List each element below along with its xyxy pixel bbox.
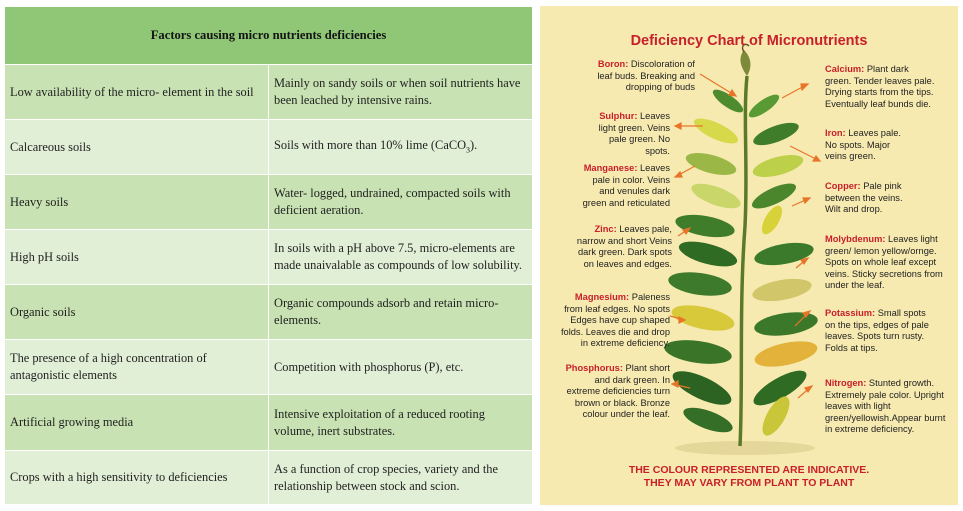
- potassium-name: Potassium:: [825, 308, 876, 318]
- deficiency-factors-table: [4, 6, 533, 506]
- potassium-text: Small spots on the tips, edges of pale leaves. Spots turn rusty. Folds at tips.: [825, 308, 929, 353]
- table-row: [5, 340, 533, 395]
- factor-cell: Heavy soils: [5, 175, 269, 230]
- manganese-text: Leaves pale in color. Veins and venules dark green and reticulated: [582, 163, 670, 208]
- factor-cell: High pH soils: [5, 230, 269, 285]
- factor-cell: The presence of a high concentration of antagonistic elements: [5, 340, 269, 395]
- description-cell: Competition with phosphorus (P), etc.: [269, 340, 533, 395]
- chart-title: Deficiency Chart of Micronutrients: [630, 33, 868, 49]
- table-row: [5, 395, 533, 451]
- boron-name: Boron:: [597, 59, 629, 69]
- table-row: [5, 175, 533, 230]
- phosphorus-text: Plant short and dark green. In extreme deficiencies turn brown or black. Bronze colour under the leaf.: [566, 363, 670, 420]
- iron-name: Iron:: [825, 128, 846, 138]
- disclaimer-line-2: THEY MAY VARY FROM PLANT TO PLANT: [643, 476, 855, 489]
- subscript: 3: [466, 145, 471, 155]
- description-cell: Water- logged, undrained, compacted soils with deficient aeration.: [269, 175, 533, 230]
- nitrogen-label: [825, 378, 947, 436]
- deficiency-chart: [540, 6, 958, 505]
- iron-label: [825, 128, 907, 163]
- factors-table: [4, 6, 533, 505]
- description-cell: Mainly on sandy soils or when soil nutrients have been leached by intensive rains.: [269, 65, 533, 120]
- molybdenum-label: [825, 234, 943, 292]
- molybdenum-text: Leaves light green/ lemon yellow/ornge. Spots on whole leaf except veins. Sticky secretions from under the leaf.: [825, 234, 943, 291]
- calcium-label: [825, 64, 937, 110]
- boron-label: [595, 59, 695, 94]
- description-cell: Intensive exploitation of a reduced rooting volume, inert substrates.: [269, 395, 533, 451]
- nitrogen-text: Stunted growth. Extremely pale color. Upright leaves with light green/yellowish.Appear burnt in extreme deficiency.: [825, 378, 946, 435]
- description-cell: Organic compounds adsorb and retain micro- elements.: [269, 285, 533, 340]
- description-cell: In soils with a pH above 7.5, micro-elements are made unaivalable as compounds of low solubility.: [269, 230, 533, 285]
- magnesium-name: Magnesium:: [574, 292, 630, 302]
- phosphorus-name: Phosphorus:: [565, 363, 623, 373]
- boron-text: Discoloration of leaf buds. Breaking and dropping of buds: [597, 59, 695, 93]
- description-text-end: ).: [470, 138, 478, 153]
- table-row: [5, 451, 533, 505]
- nitrogen-name: Nitrogen:: [825, 378, 867, 388]
- manganese-label: [578, 163, 670, 209]
- table-row: [5, 65, 533, 120]
- description-cell: As a function of crop species, variety and the relationship between stock and scion.: [269, 451, 533, 505]
- factor-cell: Crops with a high sensitivity to deficiencies: [5, 451, 269, 505]
- potassium-label: [825, 308, 935, 354]
- calcium-name: Calcium:: [825, 64, 865, 74]
- sulphur-label: [588, 111, 670, 157]
- zinc-label: [574, 224, 672, 270]
- zinc-text: Leaves pale, narrow and short Veins dark green. Dark spots on leaves and edges.: [576, 224, 672, 269]
- iron-text: Leaves pale. No spots. Major veins green.: [825, 128, 901, 162]
- copper-name: Copper:: [825, 181, 861, 191]
- calcium-text: Plant dark green. Tender leaves pale. Drying starts from the tips. Eventually leaf bunds die.: [825, 64, 935, 109]
- copper-text: Pale pink between the veins. Wilt and drop.: [825, 181, 903, 215]
- magnesium-label: [560, 292, 670, 350]
- table-title: Factors causing micro nutrients deficiencies: [5, 7, 533, 65]
- sulphur-name: Sulphur:: [599, 111, 638, 121]
- table-row: [5, 285, 533, 340]
- table-row: [5, 230, 533, 285]
- magnesium-text: Paleness from leaf edges. No spots Edges have cup shaped folds. Leaves die and drop in extreme deficiency.: [560, 292, 670, 349]
- sulphur-text: Leaves light green. Veins pale green. No spots.: [598, 111, 670, 156]
- description-cell: [269, 120, 533, 175]
- factor-cell: Low availability of the micro- element in the soil: [5, 65, 269, 120]
- factor-cell: Artificial growing media: [5, 395, 269, 451]
- molybdenum-name: Molybdenum:: [825, 234, 886, 244]
- zinc-name: Zinc:: [594, 224, 617, 234]
- disclaimer-note: [540, 464, 958, 489]
- table-row: [5, 120, 533, 175]
- phosphorus-label: [564, 363, 670, 421]
- description-text: Soils with more than 10% lime (CaCO: [274, 138, 467, 153]
- disclaimer-line-1: THE COLOUR REPRESENTED ARE INDICATIVE.: [628, 464, 870, 476]
- copper-label: [825, 181, 915, 216]
- factor-cell: Organic soils: [5, 285, 269, 340]
- manganese-name: Manganese:: [583, 163, 638, 173]
- factor-cell: Calcareous soils: [5, 120, 269, 175]
